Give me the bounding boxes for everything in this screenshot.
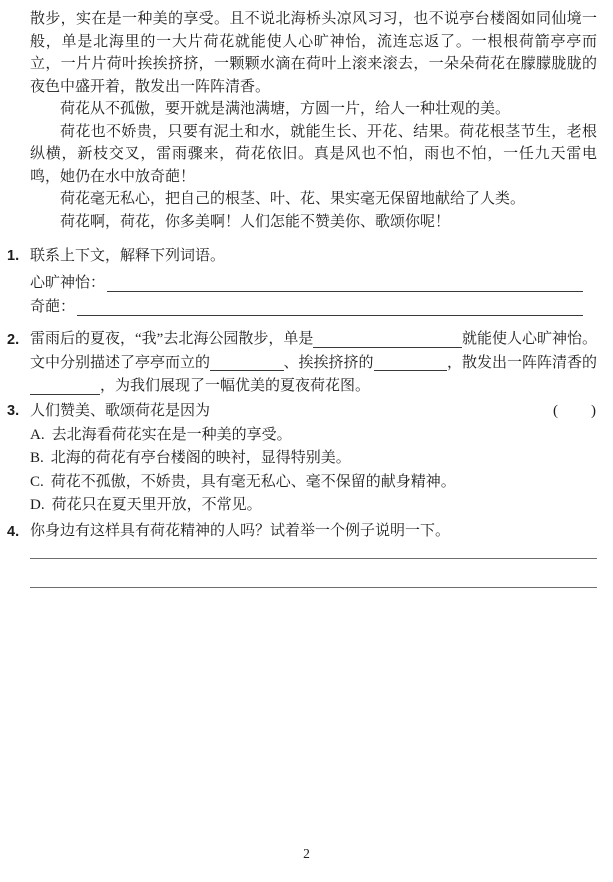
question-2-line-1 xyxy=(30,328,597,352)
question-3-number: 3. xyxy=(7,402,20,419)
term-1-label: 心旷神怡： xyxy=(30,275,106,291)
question-2-number: 2. xyxy=(7,332,20,348)
question-1 xyxy=(7,244,597,316)
question-3 xyxy=(7,399,597,517)
fill-in-blank-1 xyxy=(313,343,462,348)
option-a-text: 去北海看荷花实在是一种美的享受。 xyxy=(51,424,292,443)
question-1-term-row-1 xyxy=(30,268,597,292)
question-1-number: 1. xyxy=(7,248,20,264)
option-c-text: 荷花不孤傲，不娇贵，具有毫无私心、毫不保留的献身精神。 xyxy=(50,471,456,490)
option-b xyxy=(30,446,597,470)
option-c xyxy=(30,470,597,494)
question-2-text-segment: 文中分别描述了亭亭而立的 xyxy=(30,354,211,371)
question-4-number: 4. xyxy=(7,523,20,540)
option-a-label: A. xyxy=(30,426,45,443)
answer-writing-area xyxy=(30,543,597,588)
question-2-text-segment: ，为我们展现了一幅优美的夏夜荷花图。 xyxy=(100,378,371,394)
answer-line-2 xyxy=(30,559,597,588)
option-c-label: C. xyxy=(30,473,44,490)
question-2-text-segment: 、挨挨挤挤的 xyxy=(283,354,374,371)
reading-passage xyxy=(30,7,597,232)
fill-in-blank-3 xyxy=(374,366,447,371)
question-2 xyxy=(7,328,598,399)
passage-paragraph-3: 荷花也不娇贵，只要有泥土和水，就能生长、开花、结果。荷花根茎节生，老根纵横，新枝交叉，雷雨骤来，荷花依旧。真是风也不怕，雨也不怕，一任九天雷电鸣，她仍在水中放奇葩！ xyxy=(30,121,597,185)
question-2-text-segment: 雷雨后的夏夜，“我”去北海公园散步，单是 xyxy=(30,331,314,347)
term-2-label: 奇葩： xyxy=(30,299,76,315)
question-3-stem-row xyxy=(30,399,597,423)
fill-in-blank-2 xyxy=(210,366,283,371)
page-number: 2 xyxy=(303,846,310,861)
fill-in-blank-4 xyxy=(30,390,100,395)
passage-paragraph-2: 荷花从不孤傲，要开就是满池满塘，方圆一片，给人一种壮观的美。 xyxy=(60,99,511,117)
option-d xyxy=(30,493,597,517)
option-b-text: 北海的荷花有亭台楼阁的映衬，显得特别美。 xyxy=(50,448,351,466)
option-d-label: D. xyxy=(30,497,45,513)
question-4-stem: 你身边有这样具有荷花精神的人吗？试着举一个例子说明一下。 xyxy=(30,522,451,539)
answer-line-1 xyxy=(30,543,597,559)
passage-paragraph-5: 荷花啊，荷花，你多美啊！人们怎能不赞美你、歌颂你呢！ xyxy=(60,211,451,230)
question-1-term-row-2 xyxy=(30,292,597,316)
question-2-line-2 xyxy=(30,352,597,376)
question-2-text-segment: 就能使人心旷神怡。 xyxy=(461,331,597,347)
question-3-stem: 人们赞美、歌颂荷花是因为 xyxy=(30,402,211,419)
option-b-label: B. xyxy=(30,450,44,466)
question-2-text-segment: ，散发出一阵阵清香的 xyxy=(447,354,598,371)
term-2-answer-blank xyxy=(77,311,583,316)
term-1-answer-blank xyxy=(107,287,583,292)
question-1-stem: 联系上下文，解释下列词语。 xyxy=(30,248,226,264)
questions-section xyxy=(7,244,598,588)
answer-brackets: ( ) xyxy=(553,402,597,419)
question-2-line-3 xyxy=(30,375,597,399)
passage-paragraph-1: 散步，实在是一种美的享受。且不说北海桥头凉风习习，也不说亭台楼阁如同仙境一般，单是北海里的一大片荷花就能使人心旷神怡，流连忘返了。一根根荷箭亭亭而立，一片片荷叶挨挨挤挤，一颗颗水滴在荷叶上滚来滚去，一朵朵荷花在朦朦胧胧的夜色中盛开着，散发出一阵阵清香。 xyxy=(30,9,597,95)
passage-paragraph-4: 荷花毫无私心，把自己的根茎、叶、花、果实毫无保留地献给了人类。 xyxy=(60,189,526,207)
question-4 xyxy=(7,520,597,543)
option-d-text: 荷花只在夏天里开放，不常见。 xyxy=(51,495,262,513)
option-a xyxy=(30,423,597,447)
